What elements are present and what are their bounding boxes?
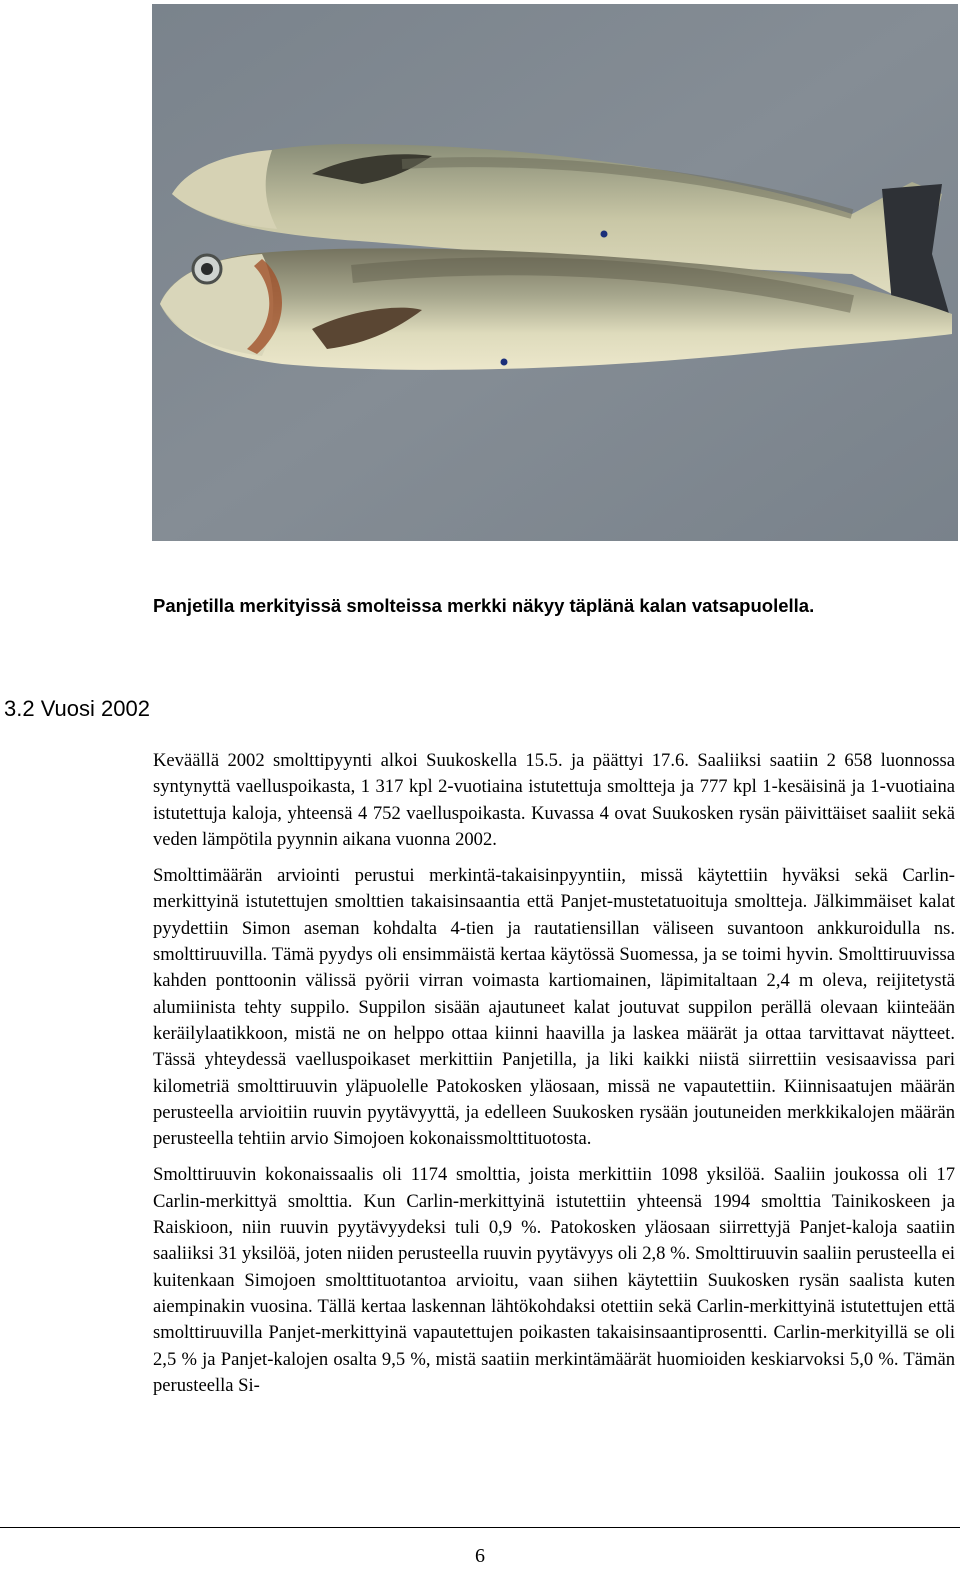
- footer-divider: [0, 1527, 960, 1528]
- figure-caption: Panjetilla merkityissä smolteissa merkki näkyy täplänä kalan vatsapuolella.: [153, 595, 815, 616]
- paragraph: Smolttimäärän arviointi perustui merkintä-takaisinpyyntiin, missä käytettiin hyväksi sekä Carlin-merkittyinä istutettujen smolttien takaisinsaantia että Panjet-mustetatuoituja smoltteja. Jälkimmäiset kalat pyydettiin Simon aseman kohdalta 4-tien ja rautatiensillan väliseen suvantoon ankkuroidulla ns. smolttiruuvilla. Tämä pyydys oli ensimmäistä kertaa käytössä Suomessa, ja se toimi hyvin. Smolttiruuvissa kahden ponttoonin välissä pyörii virran voimasta kartiomainen, läpimitaltaan 2,4 m oleva, reijitetystä alumiinista tehty suppilo. Suppilon sisään ajautuneet kalat joutuvat suppilon perällä olevaan kiinteään keräilylaatikkoon, mistä ne on helppo ottaa kiinni haavilla ja laskea määrät ja ottaa tarvittavat näytteet. Tässä yhteydessä vaelluspoikaset merkittiin Panjetilla, ja liki kaikki niistä siirrettiin vesisaavissa pari kilometriä smolttiruuvin yläpuolelle Patokosken yläosaan, missä ne vapautettiin. Kiinnisaatujen määrän perusteella arvioitiin ruuvin pyytävyyttä, ja edelleen Suukosken rysään joutuneiden merkkikalojen määrän perusteella tehtiin arvio Simojoen kokonaissmolttituotosta.: [153, 865, 955, 1150]
- fish-photo-icon: [152, 4, 958, 541]
- paragraph: Smolttiruuvin kokonaissaalis oli 1174 smolttia, joista merkittiin 1098 yksilöä. Saaliin joukossa oli 17 Carlin-merkittyä smolttia. Kun Carlin-merkittyinä istutettiin yhteensä 1994 smolttia Tainikoskeen ja Raiskioon, niin ruuvin pyytävyydeksi tuli 0,9 %. Patokosken yläosaan siirrettyjä Panjet-kaloja saatiin saaliiksi 31 yksilöä, joten niiden perusteella ruuvin pyytävyys oli 2,8 %. Smolttiruuvin saaliin perusteella ei kuitenkaan Simojoen smolttituotantoa arvioitu, vaan siihen käytettiin Suukosken rysän saalista kuten aiempinakin vuosina. Tällä kertaa laskennan lähtökohdaksi otettiin sekä Carlin-merkittyinä istutettujen että smolttiruuvilla Panjet-merkittyinä vapautettujen poikasten takaisinsaantiprosentti. Carlin-merkityillä se oli 2,5 % ja Panjet-kalojen osalta 9,5 %, mistä saatiin merkintämäärät huomioiden keskiarvoksi 5,0 %. Tämän perusteella Si-: [153, 1164, 955, 1396]
- paragraph: Keväällä 2002 smolttipyynti alkoi Suukoskella 15.5. ja päättyi 17.6. Saaliiksi saatiin 2 658 luonnossa syntynyttä vaelluspoikasta, 1 317 kpl 2-vuotiaina istutettuja smoltteja ja 777 kpl 1-kesäisinä ja 1-vuotiaina istutettuja kaloja, yhteensä 4 752 vaelluspoikasta. Kuvassa 4 ovat Suukosken rysän päivittäiset saaliit sekä veden lämpötila pyynnin aikana vuonna 2002.: [153, 750, 955, 850]
- body-text: [153, 748, 955, 1409]
- fish-photo: [152, 4, 958, 541]
- page-number: 6: [475, 1545, 485, 1567]
- section-heading: 3.2 Vuosi 2002: [4, 696, 150, 721]
